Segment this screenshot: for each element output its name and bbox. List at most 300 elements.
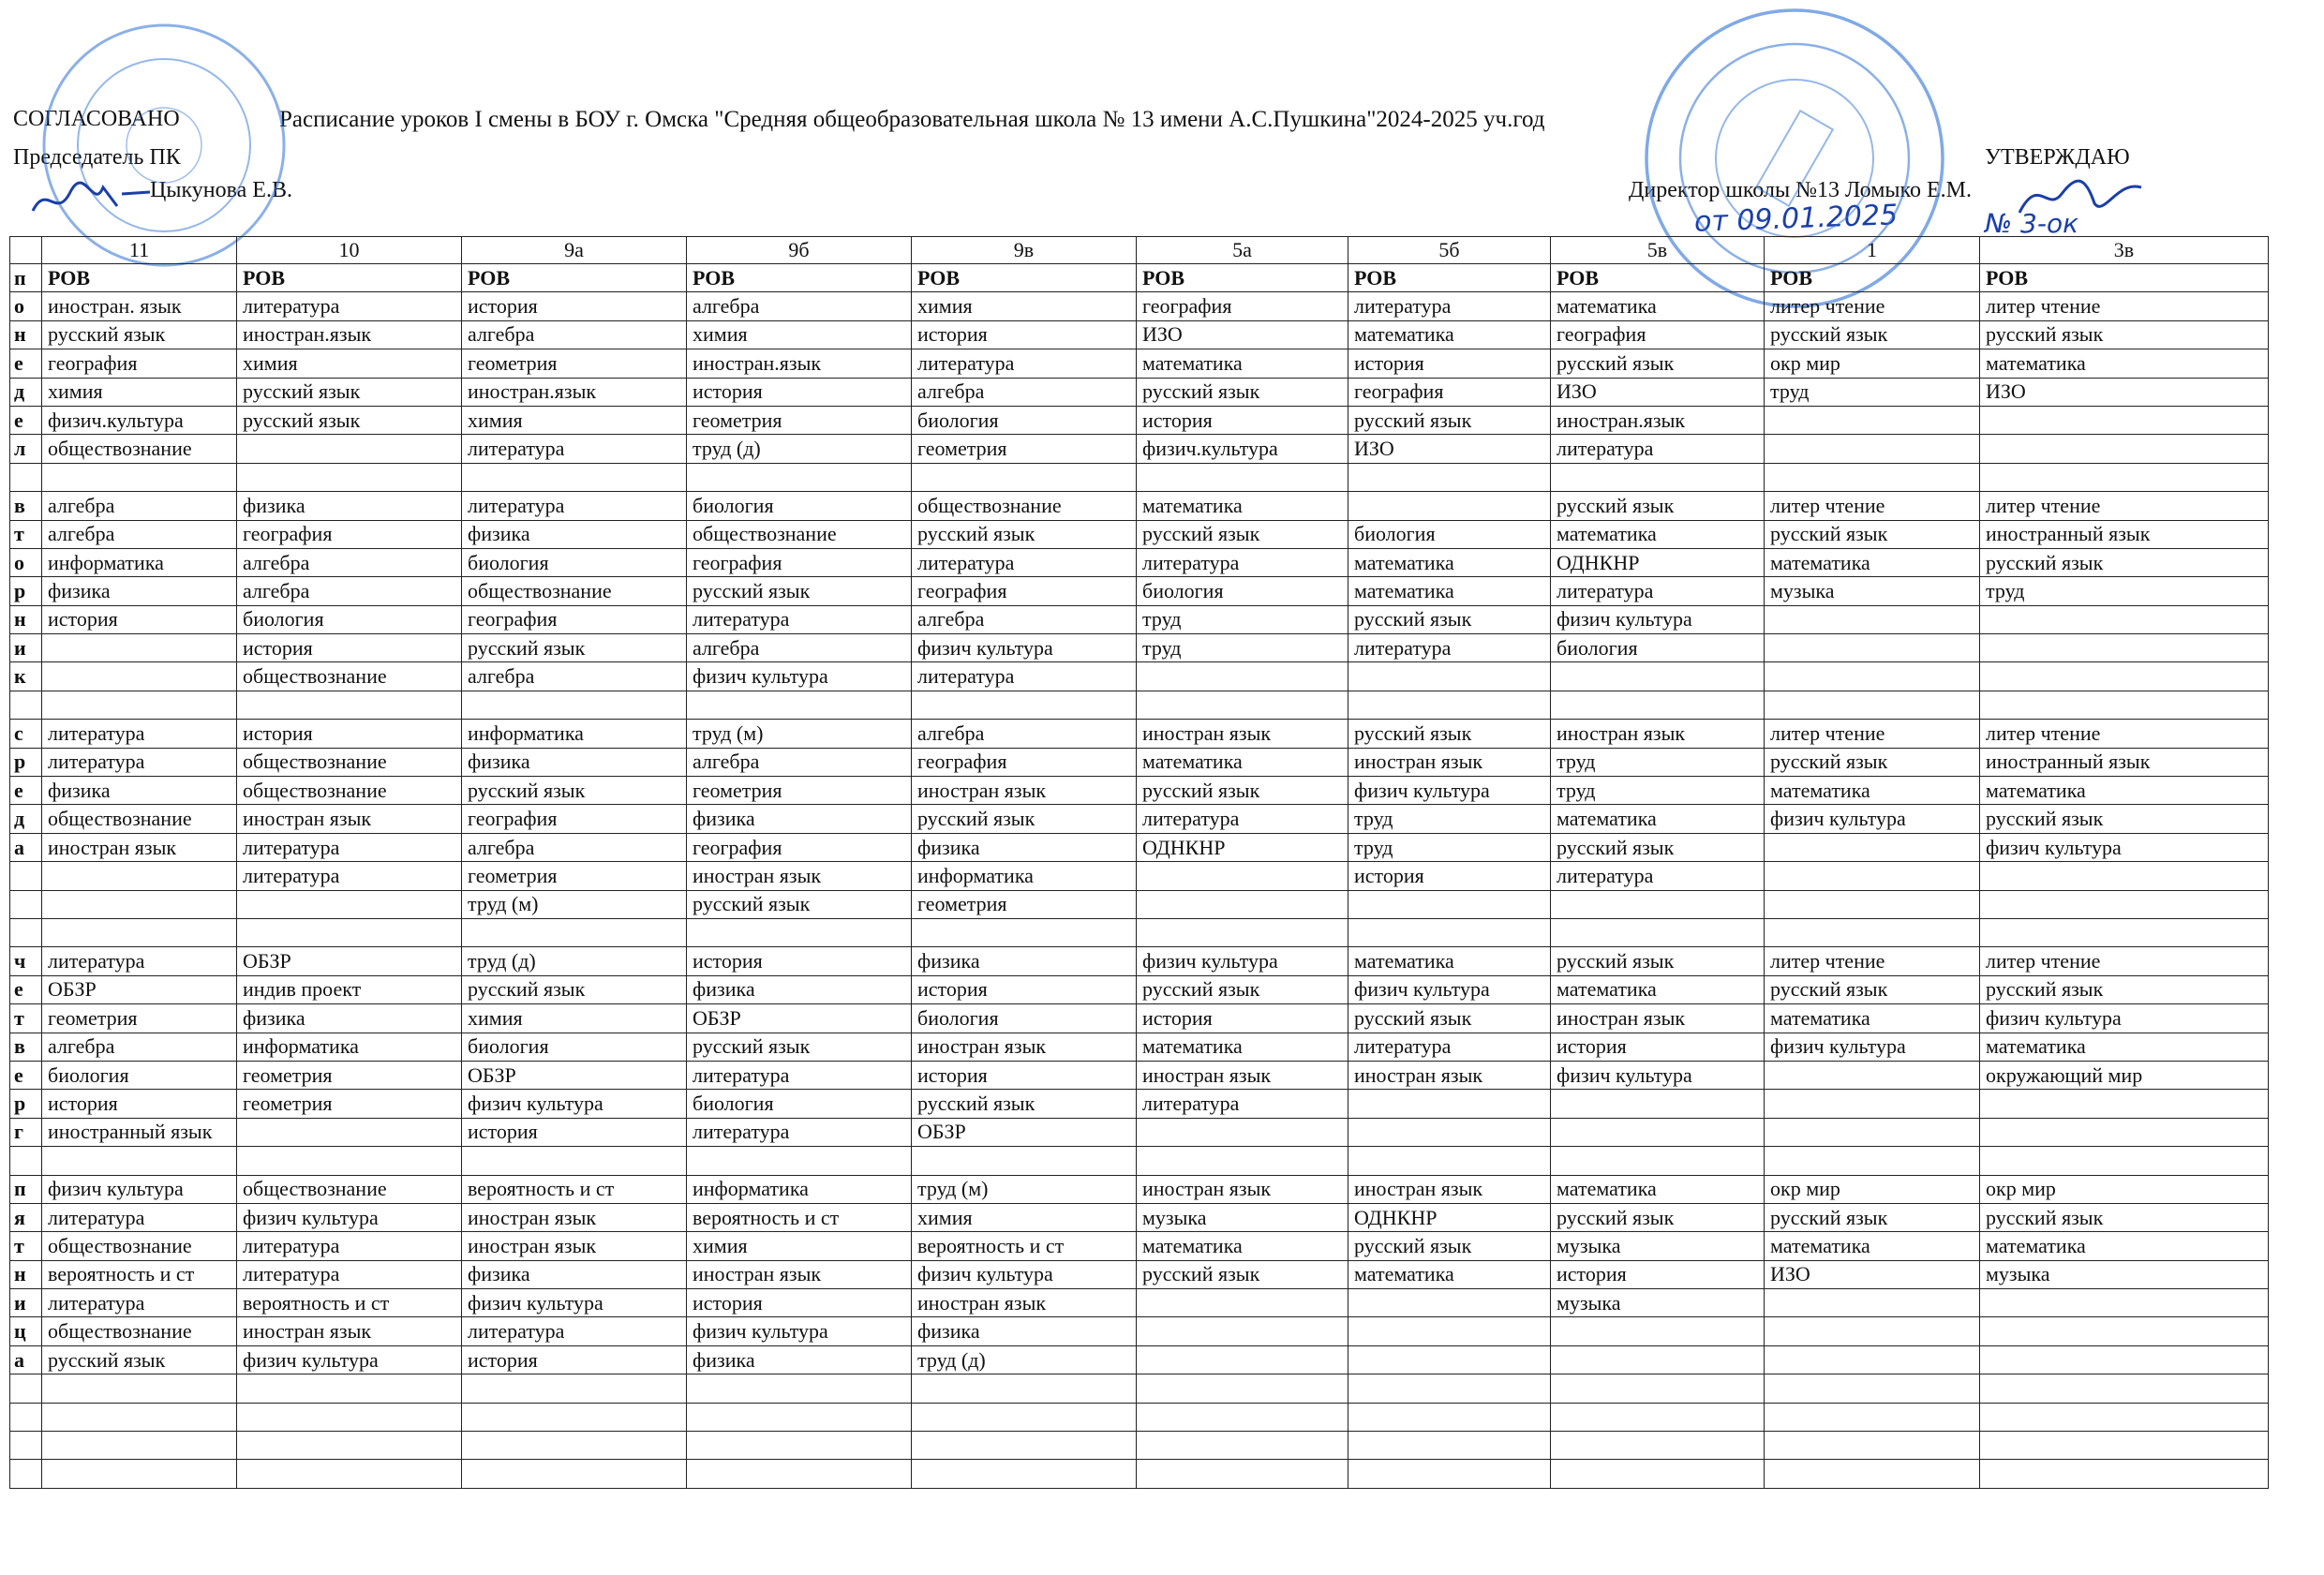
- empty-cell: [1137, 691, 1348, 719]
- empty-cell: [912, 463, 1137, 491]
- lesson-cell: литература: [912, 548, 1137, 576]
- lesson-cell: [1137, 1317, 1348, 1345]
- separator-row: [10, 1147, 2269, 1175]
- lesson-cell: русский язык: [1551, 1203, 1765, 1231]
- lesson-cell: [1980, 1090, 2269, 1118]
- lesson-cell: русский язык: [687, 890, 912, 918]
- lesson-cell: ИЗО: [1765, 1260, 1980, 1288]
- lesson-cell: музыка: [1137, 1203, 1348, 1231]
- lesson-cell: литература: [42, 947, 237, 975]
- lesson-cell: русский язык: [1137, 1260, 1348, 1288]
- lesson-cell: история: [1551, 1260, 1765, 1288]
- page-title: Расписание уроков I смены в БОУ г. Омска "Средняя общеобразовательная школа № 13 имени А.С.Пушкина"2024-2025 уч.год: [279, 107, 1545, 132]
- lesson-cell: география: [1348, 378, 1551, 406]
- empty-cell: [1348, 1432, 1551, 1460]
- day-letter: н: [10, 320, 42, 349]
- empty-cell: [1348, 918, 1551, 946]
- lesson-cell: алгебра: [687, 634, 912, 662]
- lesson-cell: информатика: [912, 862, 1137, 890]
- lesson-cell: информатика: [237, 1033, 462, 1061]
- lesson-cell: русский язык: [42, 320, 237, 349]
- lesson-cell: [1765, 406, 1980, 434]
- lesson-cell: [1765, 1345, 1980, 1374]
- class-header: 5а: [1137, 237, 1348, 264]
- lesson-row: [10, 264, 2269, 292]
- lesson-cell: [1765, 1118, 1980, 1146]
- lesson-cell: вероятность и ст: [42, 1260, 237, 1288]
- lesson-cell: математика: [1348, 320, 1551, 349]
- lesson-cell: география: [1137, 292, 1348, 320]
- lesson-cell: ОДНКНР: [1137, 833, 1348, 861]
- agreed-label: СОГЛАСОВАНО: [13, 107, 180, 131]
- day-letter: т: [10, 520, 42, 548]
- lesson-cell: труд (м): [912, 1175, 1137, 1203]
- empty-cell: [42, 1147, 237, 1175]
- lesson-cell: биология: [462, 548, 687, 576]
- lesson-cell: математика: [1348, 548, 1551, 576]
- handwritten-date: от 09.01.2025: [1693, 199, 1899, 239]
- lesson-cell: биология: [462, 1033, 687, 1061]
- empty-cell: [42, 1403, 237, 1431]
- lesson-cell: [1980, 435, 2269, 463]
- class-header-row: [10, 237, 2269, 264]
- lesson-cell: русский язык: [1980, 320, 2269, 349]
- lesson-cell: вероятность и ст: [687, 1203, 912, 1231]
- lesson-cell: химия: [687, 320, 912, 349]
- corner-cell: [10, 237, 42, 264]
- lesson-cell: [1348, 492, 1551, 520]
- lesson-cell: русский язык: [1137, 777, 1348, 805]
- lesson-cell: иностран язык: [1137, 1061, 1348, 1089]
- lesson-cell: физич культура: [912, 1260, 1137, 1288]
- lesson-cell: геометрия: [237, 1061, 462, 1089]
- lesson-cell: [1551, 1317, 1765, 1345]
- lesson-cell: иностран язык: [462, 1232, 687, 1260]
- lesson-cell: литература: [912, 662, 1137, 691]
- lesson-row: [10, 890, 2269, 918]
- class-header: 1: [1765, 237, 1980, 264]
- lesson-cell: химия: [687, 1232, 912, 1260]
- empty-cell: [462, 1374, 687, 1403]
- day-letter: [10, 862, 42, 890]
- empty-cell: [1348, 1147, 1551, 1175]
- empty-cell: [237, 1147, 462, 1175]
- separator-row: [10, 1460, 2269, 1488]
- lesson-cell: история: [1348, 862, 1551, 890]
- empty-cell: [687, 463, 912, 491]
- lesson-cell: труд (м): [462, 890, 687, 918]
- empty-cell: [1551, 1374, 1765, 1403]
- lesson-cell: [1765, 1061, 1980, 1089]
- empty-cell: [10, 1432, 42, 1460]
- day-letter: е: [10, 406, 42, 434]
- lesson-cell: иностран. язык: [42, 292, 237, 320]
- lesson-cell: иностран язык: [912, 1033, 1137, 1061]
- empty-cell: [462, 1147, 687, 1175]
- lesson-cell: геометрия: [42, 1004, 237, 1033]
- lesson-cell: русский язык: [1551, 947, 1765, 975]
- lesson-cell: физика: [912, 1317, 1137, 1345]
- lesson-cell: география: [1551, 320, 1765, 349]
- lesson-cell: математика: [1348, 947, 1551, 975]
- lesson-cell: математика: [1348, 577, 1551, 605]
- lesson-cell: ИЗО: [1137, 320, 1348, 349]
- lesson-cell: геометрия: [912, 890, 1137, 918]
- lesson-cell: [1348, 1118, 1551, 1146]
- lesson-cell: [1765, 1289, 1980, 1317]
- lesson-cell: алгебра: [42, 520, 237, 548]
- lesson-cell: русский язык: [1551, 349, 1765, 378]
- lesson-cell: обществознание: [42, 1317, 237, 1345]
- lesson-cell: вероятность и ст: [237, 1289, 462, 1317]
- lesson-cell: [1137, 890, 1348, 918]
- lesson-cell: иностран язык: [42, 833, 237, 861]
- empty-cell: [1980, 918, 2269, 946]
- lesson-row: [10, 662, 2269, 691]
- class-header: 5в: [1551, 237, 1765, 264]
- lesson-cell: труд: [1137, 634, 1348, 662]
- empty-cell: [1137, 918, 1348, 946]
- empty-cell: [687, 1460, 912, 1488]
- empty-cell: [1980, 1374, 2269, 1403]
- lesson-cell: алгебра: [687, 748, 912, 776]
- lesson-cell: [1137, 662, 1348, 691]
- lesson-row: [10, 777, 2269, 805]
- empty-cell: [237, 1403, 462, 1431]
- lesson-row: [10, 1004, 2269, 1033]
- lesson-row: [10, 1232, 2269, 1260]
- lesson-cell: физич.культура: [1137, 435, 1348, 463]
- lesson-cell: математика: [1137, 1033, 1348, 1061]
- lesson-cell: математика: [1551, 520, 1765, 548]
- empty-cell: [10, 1374, 42, 1403]
- lesson-cell: РОВ: [1551, 264, 1765, 292]
- chair-label: Председатель ПК: [13, 145, 181, 170]
- lesson-cell: труд (д): [462, 947, 687, 975]
- lesson-cell: труд (д): [687, 435, 912, 463]
- lesson-cell: [1137, 1118, 1348, 1146]
- lesson-row: [10, 492, 2269, 520]
- lesson-cell: вероятность и ст: [912, 1232, 1137, 1260]
- lesson-cell: литература: [1137, 548, 1348, 576]
- lesson-cell: химия: [42, 378, 237, 406]
- lesson-cell: физика: [687, 805, 912, 833]
- lesson-cell: физич культура: [1348, 975, 1551, 1003]
- lesson-cell: иностран язык: [462, 1203, 687, 1231]
- lesson-cell: литер чтение: [1980, 947, 2269, 975]
- empty-cell: [10, 691, 42, 719]
- lesson-cell: физич культура: [1980, 833, 2269, 861]
- lesson-cell: литература: [1137, 1090, 1348, 1118]
- lesson-cell: литература: [1137, 805, 1348, 833]
- lesson-cell: география: [912, 577, 1137, 605]
- empty-cell: [1980, 1403, 2269, 1431]
- lesson-cell: литература: [1551, 435, 1765, 463]
- day-letter: о: [10, 548, 42, 576]
- lesson-cell: история: [237, 720, 462, 748]
- lesson-cell: литература: [1551, 577, 1765, 605]
- lesson-cell: [1137, 862, 1348, 890]
- lesson-cell: география: [237, 520, 462, 548]
- lesson-cell: ИЗО: [1551, 378, 1765, 406]
- lesson-cell: история: [912, 1061, 1137, 1089]
- empty-cell: [237, 918, 462, 946]
- lesson-cell: ОДНКНР: [1551, 548, 1765, 576]
- class-header: 10: [237, 237, 462, 264]
- empty-cell: [1980, 691, 2269, 719]
- lesson-cell: русский язык: [1980, 548, 2269, 576]
- lesson-cell: биология: [1137, 577, 1348, 605]
- empty-cell: [912, 1403, 1137, 1431]
- day-letter: н: [10, 605, 42, 633]
- lesson-cell: [1765, 634, 1980, 662]
- empty-cell: [42, 691, 237, 719]
- empty-cell: [1348, 1403, 1551, 1431]
- empty-cell: [10, 1147, 42, 1175]
- lesson-cell: физич культура: [1980, 1004, 2269, 1033]
- day-letter: е: [10, 349, 42, 378]
- empty-cell: [42, 1374, 237, 1403]
- empty-cell: [687, 691, 912, 719]
- day-letter: с: [10, 720, 42, 748]
- empty-cell: [1137, 1147, 1348, 1175]
- empty-cell: [1551, 1460, 1765, 1488]
- lesson-cell: математика: [1765, 548, 1980, 576]
- lesson-cell: биология: [912, 406, 1137, 434]
- lesson-cell: литер чтение: [1765, 492, 1980, 520]
- lesson-cell: обществознание: [42, 435, 237, 463]
- lesson-cell: [42, 662, 237, 691]
- lesson-cell: геометрия: [462, 862, 687, 890]
- lesson-cell: русский язык: [1137, 975, 1348, 1003]
- lesson-cell: биология: [912, 1004, 1137, 1033]
- lesson-row: [10, 406, 2269, 434]
- day-letter: о: [10, 292, 42, 320]
- lesson-cell: литература: [237, 292, 462, 320]
- day-letter: д: [10, 805, 42, 833]
- lesson-cell: русский язык: [1980, 1203, 2269, 1231]
- lesson-cell: русский язык: [1980, 805, 2269, 833]
- lesson-cell: алгебра: [912, 605, 1137, 633]
- day-letter: р: [10, 748, 42, 776]
- empty-cell: [1765, 918, 1980, 946]
- lesson-cell: геометрия: [687, 406, 912, 434]
- lesson-cell: алгебра: [912, 378, 1137, 406]
- lesson-cell: русский язык: [1348, 406, 1551, 434]
- lesson-cell: история: [42, 605, 237, 633]
- lesson-row: [10, 378, 2269, 406]
- lesson-cell: история: [687, 378, 912, 406]
- empty-cell: [1980, 463, 2269, 491]
- lesson-cell: химия: [912, 292, 1137, 320]
- lesson-cell: информатика: [462, 720, 687, 748]
- lesson-cell: иностран язык: [1551, 1004, 1765, 1033]
- lesson-cell: [1551, 1345, 1765, 1374]
- empty-cell: [462, 1460, 687, 1488]
- empty-cell: [912, 1147, 1137, 1175]
- empty-cell: [42, 463, 237, 491]
- day-letter: т: [10, 1004, 42, 1033]
- lesson-row: [10, 435, 2269, 463]
- lesson-cell: русский язык: [1765, 520, 1980, 548]
- empty-cell: [1765, 1147, 1980, 1175]
- empty-cell: [1137, 1374, 1348, 1403]
- lesson-row: [10, 1090, 2269, 1118]
- day-letter: е: [10, 777, 42, 805]
- empty-cell: [1765, 691, 1980, 719]
- lesson-row: [10, 1118, 2269, 1146]
- lesson-cell: музыка: [1980, 1260, 2269, 1288]
- lesson-cell: физика: [912, 947, 1137, 975]
- empty-cell: [237, 1460, 462, 1488]
- day-letter: р: [10, 577, 42, 605]
- lesson-cell: математика: [1765, 777, 1980, 805]
- day-letter: а: [10, 833, 42, 861]
- lesson-cell: [1980, 890, 2269, 918]
- separator-row: [10, 1432, 2269, 1460]
- lesson-cell: русский язык: [237, 406, 462, 434]
- class-header: 9а: [462, 237, 687, 264]
- empty-cell: [462, 463, 687, 491]
- empty-cell: [10, 1403, 42, 1431]
- lesson-cell: труд: [1348, 833, 1551, 861]
- lesson-cell: [237, 435, 462, 463]
- lesson-cell: литература: [687, 1061, 912, 1089]
- lesson-cell: иностран язык: [237, 805, 462, 833]
- chair-signature-icon: [28, 173, 159, 225]
- lesson-cell: математика: [1765, 1004, 1980, 1033]
- lesson-cell: [1765, 605, 1980, 633]
- lesson-cell: география: [462, 605, 687, 633]
- lesson-cell: [1980, 862, 2269, 890]
- empty-cell: [1765, 1460, 1980, 1488]
- lesson-cell: русский язык: [1551, 492, 1765, 520]
- class-header: 9б: [687, 237, 912, 264]
- day-letter: к: [10, 662, 42, 691]
- empty-cell: [912, 1374, 1137, 1403]
- lesson-cell: география: [462, 805, 687, 833]
- lesson-cell: русский язык: [1765, 975, 1980, 1003]
- lesson-row: [10, 292, 2269, 320]
- lesson-cell: [1980, 406, 2269, 434]
- empty-cell: [912, 691, 1137, 719]
- empty-cell: [1765, 1403, 1980, 1431]
- lesson-cell: РОВ: [687, 264, 912, 292]
- empty-cell: [1765, 1432, 1980, 1460]
- empty-cell: [1137, 1460, 1348, 1488]
- lesson-row: [10, 1203, 2269, 1231]
- lesson-row: [10, 349, 2269, 378]
- lesson-cell: биология: [42, 1061, 237, 1089]
- lesson-cell: физика: [687, 1345, 912, 1374]
- lesson-cell: история: [462, 292, 687, 320]
- lesson-row: [10, 1061, 2269, 1089]
- lesson-cell: русский язык: [912, 520, 1137, 548]
- empty-cell: [1348, 463, 1551, 491]
- lesson-cell: русский язык: [237, 378, 462, 406]
- lesson-cell: окружающий мир: [1980, 1061, 2269, 1089]
- lesson-cell: [1348, 1289, 1551, 1317]
- lesson-cell: литература: [237, 862, 462, 890]
- lesson-cell: ОБЗР: [912, 1118, 1137, 1146]
- lesson-cell: литература: [687, 1118, 912, 1146]
- lesson-cell: химия: [237, 349, 462, 378]
- empty-cell: [1551, 1147, 1765, 1175]
- separator-row: [10, 463, 2269, 491]
- lesson-cell: история: [912, 975, 1137, 1003]
- lesson-cell: физич культура: [1551, 605, 1765, 633]
- lesson-cell: алгебра: [462, 320, 687, 349]
- lesson-cell: труд: [1348, 805, 1551, 833]
- lesson-row: [10, 833, 2269, 861]
- lesson-cell: литература: [462, 492, 687, 520]
- lesson-cell: РОВ: [1765, 264, 1980, 292]
- class-header: 9в: [912, 237, 1137, 264]
- lesson-cell: история: [462, 1118, 687, 1146]
- lesson-cell: биология: [1348, 520, 1551, 548]
- empty-cell: [1765, 463, 1980, 491]
- lesson-row: [10, 862, 2269, 890]
- lesson-cell: иностран язык: [1348, 1061, 1551, 1089]
- lesson-cell: физика: [42, 777, 237, 805]
- lesson-cell: математика: [1551, 292, 1765, 320]
- lesson-cell: русский язык: [1137, 378, 1348, 406]
- lesson-cell: иностран.язык: [687, 349, 912, 378]
- day-letter: в: [10, 1033, 42, 1061]
- lesson-cell: иностран язык: [237, 1317, 462, 1345]
- lesson-cell: [42, 890, 237, 918]
- lesson-cell: история: [1137, 406, 1348, 434]
- lesson-cell: музыка: [1551, 1289, 1765, 1317]
- lesson-cell: русский язык: [42, 1345, 237, 1374]
- lesson-cell: [42, 634, 237, 662]
- empty-cell: [1551, 691, 1765, 719]
- lesson-cell: [237, 1118, 462, 1146]
- lesson-cell: физика: [462, 1260, 687, 1288]
- lesson-cell: ОБЗР: [687, 1004, 912, 1033]
- lesson-cell: труд: [1551, 748, 1765, 776]
- lesson-cell: физич культура: [1137, 947, 1348, 975]
- lesson-cell: иностран язык: [1551, 720, 1765, 748]
- lesson-cell: русский язык: [1348, 1004, 1551, 1033]
- lesson-cell: геометрия: [912, 435, 1137, 463]
- lesson-cell: физич культура: [1765, 1033, 1980, 1061]
- day-letter: п: [10, 1175, 42, 1203]
- lesson-cell: РОВ: [1137, 264, 1348, 292]
- empty-cell: [912, 1432, 1137, 1460]
- lesson-cell: география: [912, 748, 1137, 776]
- lesson-cell: физич культура: [687, 662, 912, 691]
- lesson-cell: иностранный язык: [1980, 520, 2269, 548]
- lesson-row: [10, 748, 2269, 776]
- lesson-cell: история: [42, 1090, 237, 1118]
- lesson-cell: физика: [42, 577, 237, 605]
- empty-cell: [687, 1403, 912, 1431]
- lesson-cell: ИЗО: [1348, 435, 1551, 463]
- schedule-table: [9, 236, 2269, 1489]
- lesson-cell: [1765, 833, 1980, 861]
- lesson-cell: [1348, 890, 1551, 918]
- lesson-row: [10, 320, 2269, 349]
- lesson-cell: иностранный язык: [42, 1118, 237, 1146]
- lesson-cell: физика: [237, 492, 462, 520]
- lesson-cell: химия: [462, 1004, 687, 1033]
- lesson-cell: математика: [1551, 805, 1765, 833]
- empty-cell: [10, 463, 42, 491]
- lesson-cell: литература: [42, 1289, 237, 1317]
- lesson-cell: литература: [462, 1317, 687, 1345]
- lesson-cell: русский язык: [1765, 1203, 1980, 1231]
